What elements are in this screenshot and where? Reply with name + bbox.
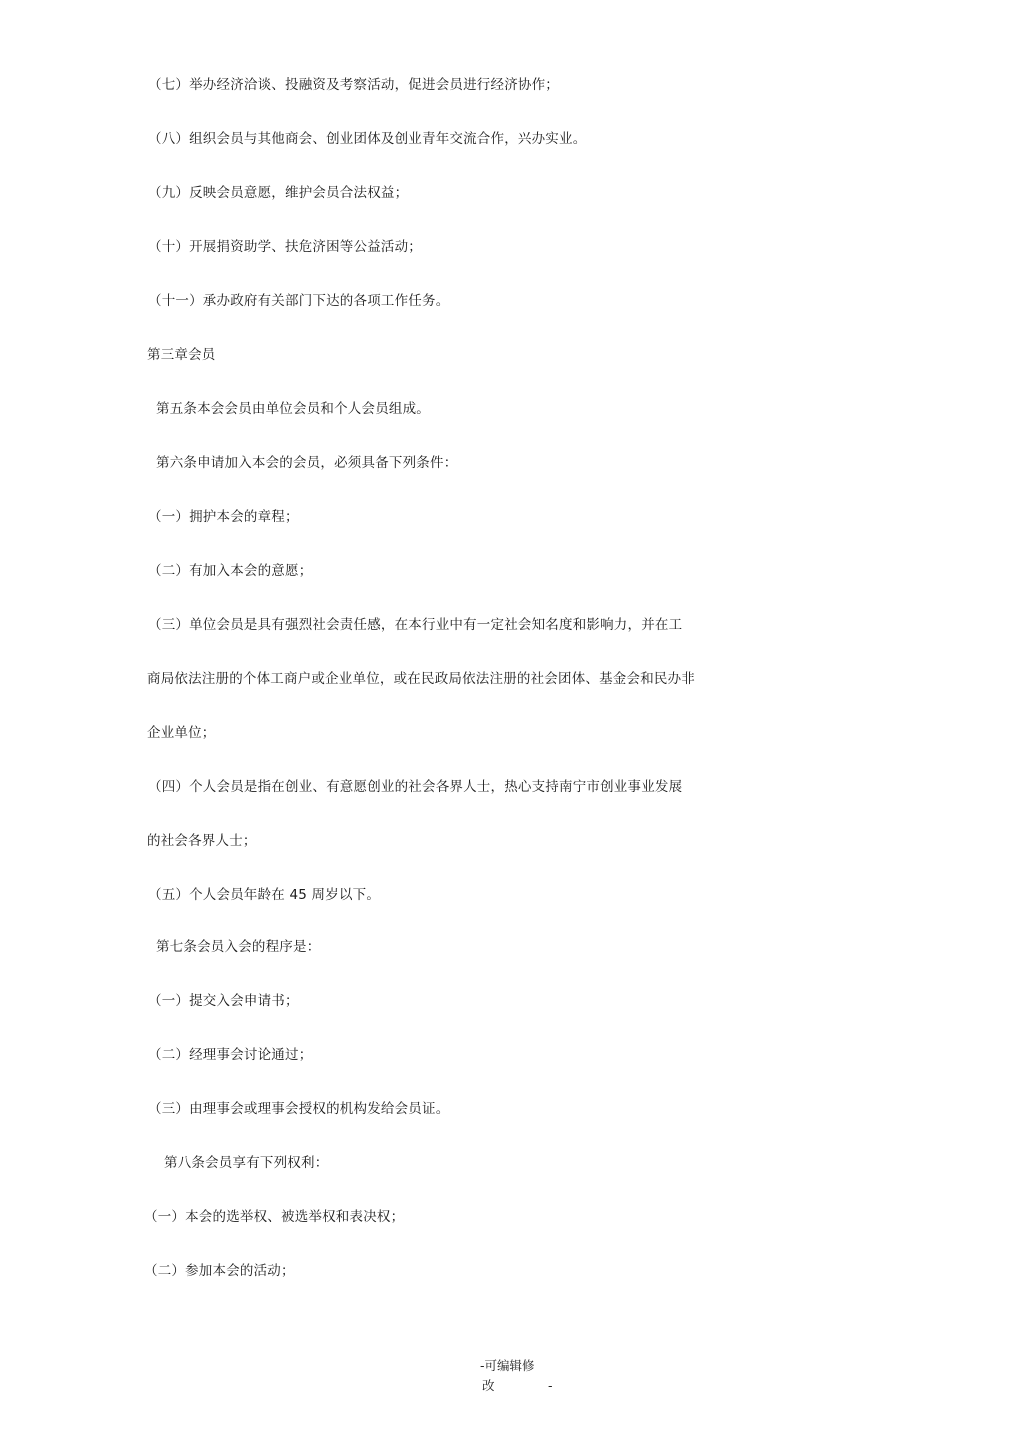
article-6-item-3-line-3: 企业单位； [147,725,216,741]
article-7: 第七条会员入会的程序是： [156,939,321,955]
article-8: 第八条会员享有下列权利： [164,1155,329,1171]
article-6-item-1: （一）拥护本会的章程； [148,509,299,525]
article-8-item-1: （一）本会的选举权、被选举权和表决权； [144,1209,405,1225]
chapter-heading: 第三章会员 [147,347,216,363]
article-7-item-3: （三）由理事会或理事会授权的机构发给会员证。 [148,1101,450,1117]
clause-7-item: （七）举办经济洽谈、投融资及考察活动，促进会员进行经济协作； [148,77,559,93]
clause-9-item: （九）反映会员意愿，维护会员合法权益； [148,185,409,201]
footer-editable-note: -可编辑修 [480,1358,535,1373]
article-7-item-1: （一）提交入会申请书； [148,993,299,1009]
clause-10-item: （十）开展捐资助学、扶危济困等公益活动； [148,239,422,255]
article-5: 第五条本会会员由单位会员和个人会员组成。 [156,401,430,417]
article-6-item-5: （五）个人会员年龄在 45 周岁以下。 [148,887,381,903]
article-6-item-3-line-2: 商局依法注册的个体工商户或企业单位，或在民政局依法注册的社会团体、基金会和民办非 [147,671,695,687]
footer-editable-note-cont: 改 [482,1378,495,1393]
article-8-item-2: （二）参加本会的活动； [144,1263,295,1279]
article-7-item-2: （二）经理事会讨论通过； [148,1047,313,1063]
clause-11-item: （十一）承办政府有关部门下达的各项工作任务。 [148,293,450,309]
clause-8-item: （八）组织会员与其他商会、创业团体及创业青年交流合作，兴办实业。 [148,131,587,147]
article-6-item-3-line-1: （三）单位会员是具有强烈社会责任感，在本行业中有一定社会知名度和影响力，并在工 [148,617,683,633]
article-6-item-4-line-1: （四）个人会员是指在创业、有意愿创业的社会各界人士，热心支持南宁市创业事业发展 [148,779,683,795]
article-6: 第六条申请加入本会的会员，必须具备下列条件： [156,455,458,471]
article-6-item-2: （二）有加入本会的意愿； [148,563,313,579]
article-6-item-4-line-2: 的社会各界人士； [147,833,257,849]
footer-dash: - [548,1378,553,1393]
